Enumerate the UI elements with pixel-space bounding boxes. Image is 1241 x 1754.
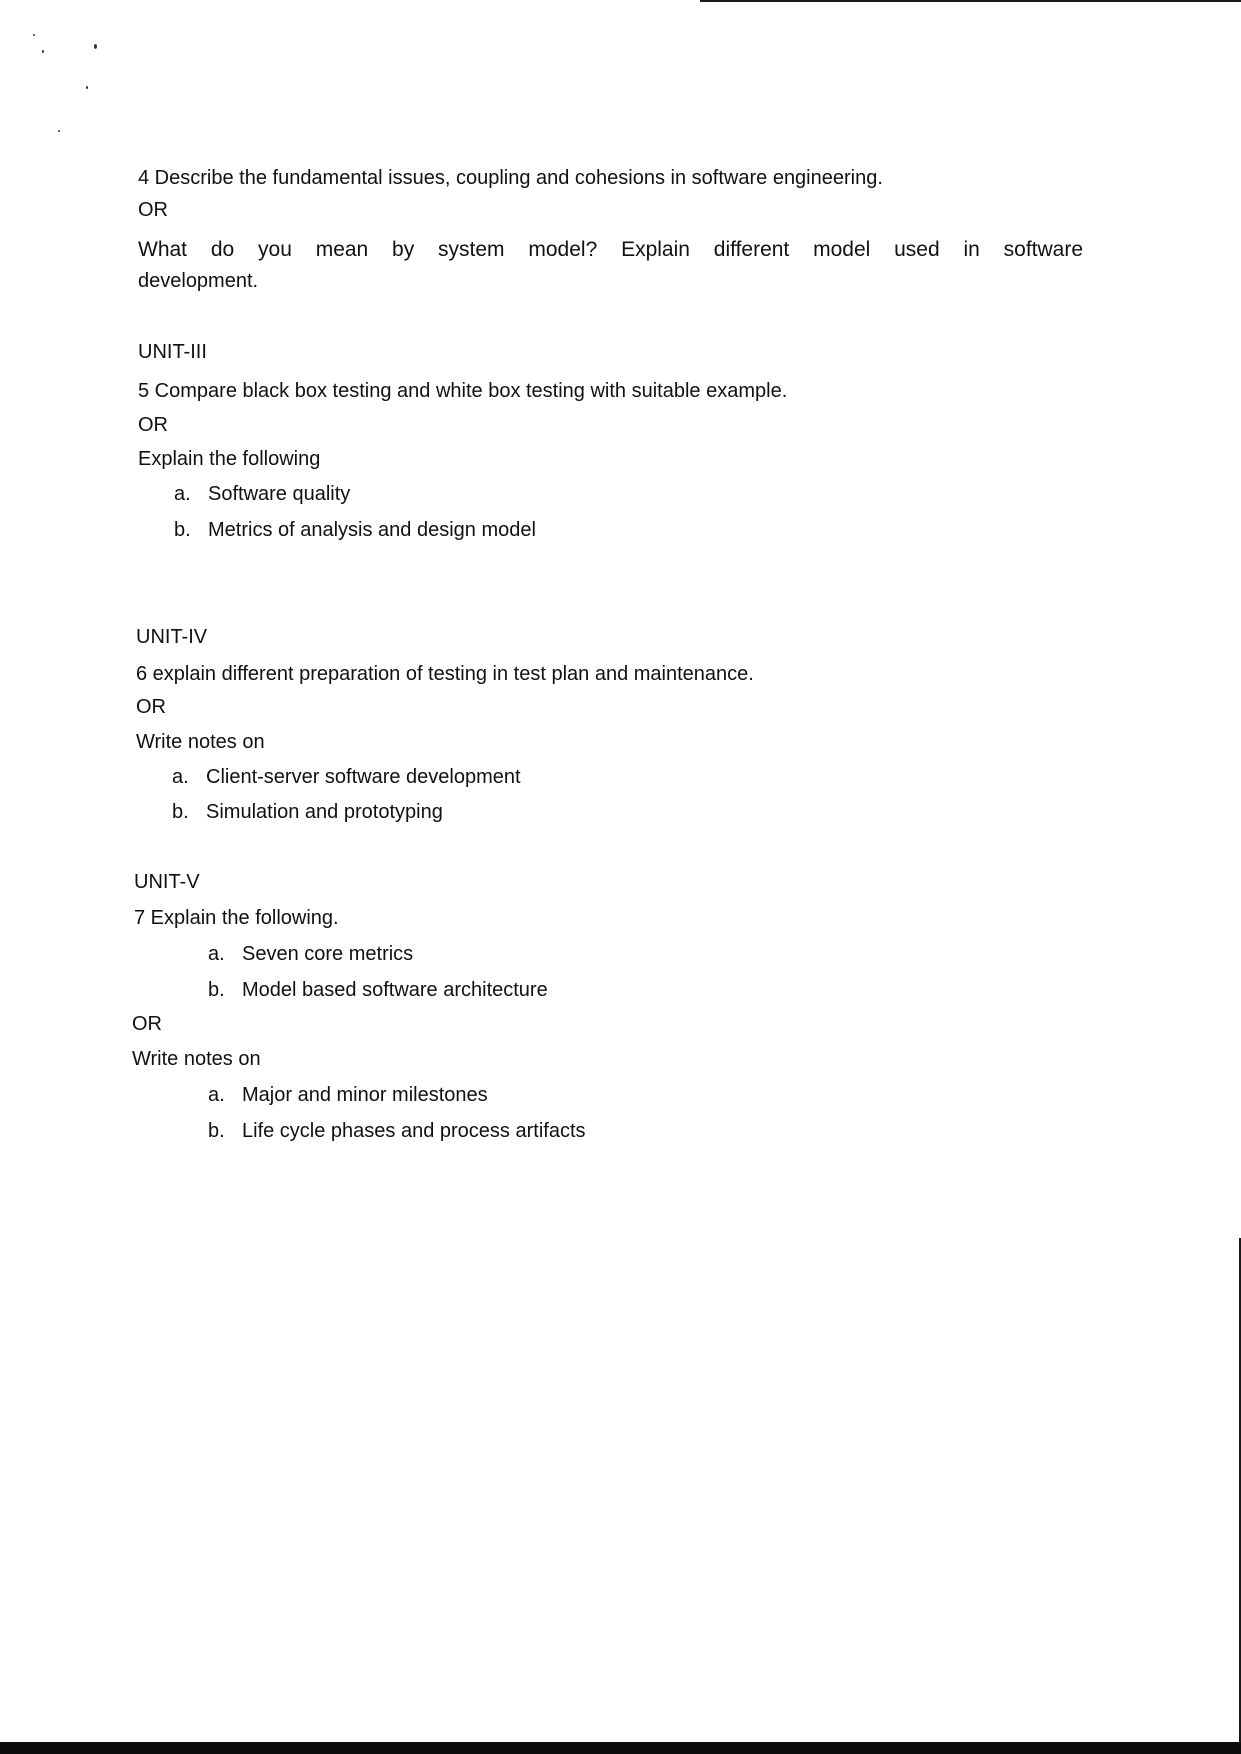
list-letter: b.: [172, 801, 189, 823]
or-separator: OR: [136, 696, 166, 718]
list-item-text: Seven core metrics: [242, 943, 414, 965]
list-letter: a.: [208, 943, 225, 965]
list-letter: b.: [208, 979, 225, 1001]
list-letter: a.: [174, 483, 191, 505]
question-5: 5 Compare black box testing and white box testing with suitable example.: [138, 380, 788, 402]
list-item-text: Simulation and prototyping: [206, 801, 443, 823]
list-item: [208, 1118, 586, 1144]
unit-4-heading: UNIT-IV: [136, 626, 208, 648]
list-item: [208, 1082, 488, 1108]
scan-speck: [58, 130, 60, 132]
scan-top-edge: [700, 0, 1241, 2]
question-4: 4 Describe the fundamental issues, coupling and cohesions in software engineering.: [138, 167, 883, 189]
list-item-text: Life cycle phases and process artifacts: [242, 1120, 586, 1142]
list-item-text: Model based software architecture: [242, 979, 548, 1001]
unit-3-heading: UNIT-III: [138, 341, 207, 363]
list-item-text: Client-server software development: [206, 766, 521, 788]
list-item-text: Software quality: [208, 483, 351, 505]
or-separator: OR: [138, 199, 168, 221]
list-item: [208, 941, 413, 967]
or-separator: OR: [132, 1013, 162, 1035]
question-7: 7 Explain the following.: [134, 907, 339, 929]
scan-bottom-edge: [0, 1742, 1241, 1754]
scan-speck: [94, 44, 97, 49]
question-4-alternative-cont: development.: [138, 270, 259, 292]
question-6-alternative: Write notes on: [136, 731, 265, 753]
scan-speck: [33, 34, 35, 36]
list-item-text: Major and minor milestones: [242, 1084, 488, 1106]
list-letter: a.: [208, 1084, 225, 1106]
list-item: [174, 481, 350, 507]
scan-speck: [42, 50, 44, 53]
list-item-text: Metrics of analysis and design model: [208, 519, 536, 541]
list-letter: b.: [174, 519, 191, 541]
question-6: 6 explain different preparation of testing in test plan and maintenance.: [136, 663, 754, 685]
list-letter: a.: [172, 766, 189, 788]
question-5-alternative: Explain the following: [138, 448, 321, 470]
unit-5-heading: UNIT-V: [134, 871, 200, 893]
list-item: [172, 799, 443, 825]
list-letter: b.: [208, 1120, 225, 1142]
list-item: [172, 764, 521, 790]
or-separator: OR: [138, 414, 168, 436]
list-item: [174, 517, 536, 543]
scan-speck: [86, 86, 88, 89]
question-7-alternative: Write notes on: [132, 1048, 261, 1070]
question-4-alternative: What do you mean by system model? Explain different model used in software: [138, 238, 1083, 261]
list-item: [208, 977, 548, 1003]
